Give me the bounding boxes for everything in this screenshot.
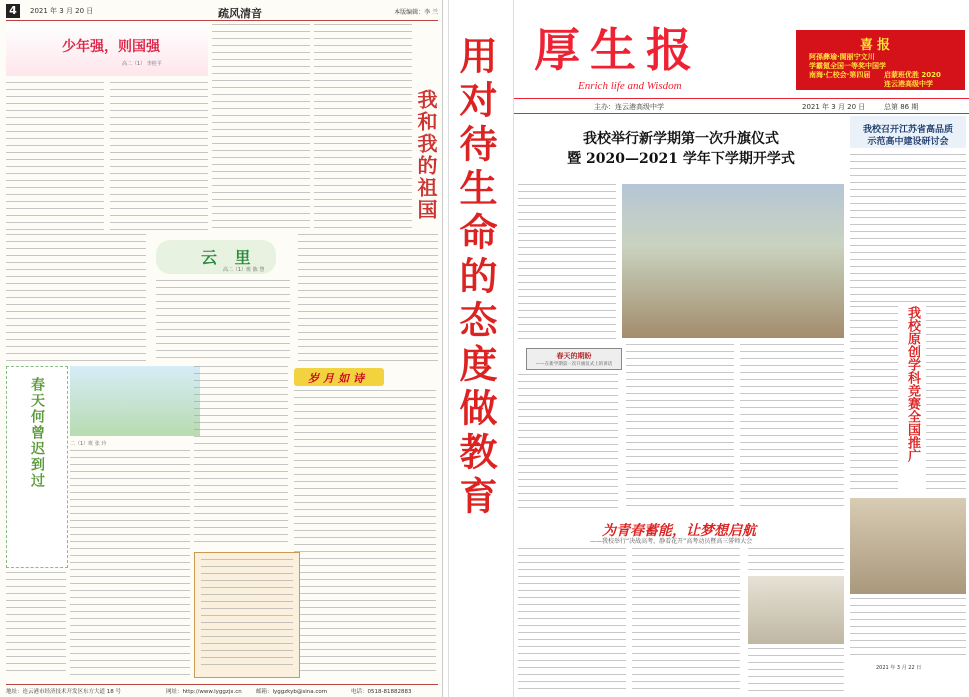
award-line: 连云港高级中学: [884, 80, 933, 88]
body-text: [850, 154, 966, 302]
body-text: [850, 306, 898, 494]
award-title: 喜报: [860, 38, 895, 53]
poem-box: [194, 552, 300, 678]
seminar-headline: [850, 116, 966, 148]
subsection-author: ——在新学期第一次升旗仪式上的讲话: [535, 362, 613, 367]
body-text: [748, 548, 844, 572]
issue-number: 总第 86 期: [884, 103, 919, 111]
subsection-box: [526, 348, 622, 370]
slogan-strip: [448, 0, 514, 697]
side-title: 我和我的祖国: [414, 89, 438, 221]
body-text: [626, 344, 734, 512]
article-title: 春天何曾迟到过: [29, 377, 45, 489]
willow-illustration: [70, 366, 200, 436]
body-text: [298, 234, 438, 364]
award-line: 启蒙班优胜 2020: [884, 71, 941, 79]
body-text: [194, 366, 288, 546]
body-text: [632, 548, 740, 692]
main-article: [518, 116, 844, 692]
pledge-meeting-photo: [748, 576, 844, 644]
article-youth-strong: [6, 24, 208, 232]
page-number: 4: [6, 4, 20, 18]
body-text: [294, 390, 436, 676]
article-motherland: [212, 24, 412, 229]
article-title: 少年强，则国强: [62, 39, 160, 55]
footer-phone: 电话：0518-81882883: [351, 689, 412, 695]
award-line: 阿孫彝瑜·閩丽宁文川: [809, 53, 875, 61]
issue-date: 2021 年 3 月 20 日: [802, 103, 866, 111]
article-spring: [6, 366, 438, 680]
body-text: [518, 374, 618, 512]
column-title: 疏风清音: [218, 7, 262, 20]
body-text: [314, 24, 412, 229]
body-text: [850, 598, 966, 660]
left-page-header: [6, 4, 438, 21]
footer-address: 地址：连云港市经济技术开发区东方大道 18 号: [6, 689, 121, 695]
info-bar: [514, 98, 969, 114]
second-headline-title: 为青春蓄能，让梦想启航: [602, 523, 756, 539]
newspaper-title: 厚生报: [534, 23, 702, 77]
headline-line1: 我校举行新学期第一次升旗仪式: [583, 131, 779, 147]
second-headline-subtitle: ——我校举行“决战高考，静看花开”高考动员暨高三誓师大会: [590, 538, 753, 545]
masthead: [514, 0, 969, 111]
body-text: [740, 344, 844, 512]
body-text: [156, 280, 290, 364]
newspaper-subtitle: Enrich life and Wisdom: [578, 80, 682, 92]
body-text: [518, 184, 616, 344]
article-author: 高二（1）班 陈 慧: [223, 267, 265, 273]
competition-headline: 我校原创学科竞赛全国推广: [905, 306, 920, 462]
seminar-title-line1: 我校召开江苏省高品质: [862, 125, 953, 135]
ribbon-title: 岁月如诗: [308, 372, 368, 385]
left-page: [0, 0, 443, 697]
body-text: [6, 82, 104, 232]
article-author: 高二（1） 李桂平: [122, 61, 162, 67]
article-title: 云 里: [201, 248, 257, 267]
body-text: [201, 559, 293, 671]
seminar-title-line2: 示范高中建设研讨会: [867, 137, 949, 147]
title-box: [6, 366, 68, 568]
article-cloud: [6, 234, 438, 364]
headline-line2: 暨 2020—2021 学年下学期开学式: [567, 151, 795, 167]
second-headline: [518, 516, 844, 545]
article-date: 2021 年 3 月 22 日: [876, 665, 922, 671]
body-text: [748, 648, 844, 692]
editor-credit: 本版编辑：李 兰: [394, 9, 438, 16]
body-text: [6, 234, 146, 364]
footer-email[interactable]: 邮箱：lyggzkyb@sina.com: [256, 689, 328, 695]
subsection-title: 春天的期盼: [556, 351, 592, 360]
page-footer: [6, 684, 438, 695]
body-text: [212, 24, 310, 229]
page-date: 2021 年 3 月 20 日: [30, 7, 94, 15]
slogan: 用对待生命的态度做教育: [453, 36, 498, 520]
article-header: [6, 24, 208, 76]
body-text: [70, 450, 190, 676]
sponsor: 主办：连云港高级中学: [594, 103, 664, 111]
award-line: 南海·仁校会·第四届: [809, 71, 871, 79]
front-page: [514, 0, 969, 697]
competition-photo: [850, 498, 966, 594]
body-text: [110, 82, 208, 232]
main-headline: [518, 116, 844, 176]
footer-website[interactable]: 网址：http://www.lyggzjx.cn: [166, 689, 242, 695]
body-text: [6, 572, 66, 676]
body-text: [926, 306, 966, 494]
right-column: [850, 116, 966, 692]
article-author: 二（1）班 张 玲: [70, 441, 107, 447]
flag-ceremony-photo: [622, 184, 844, 338]
award-line: 学霸氪全国一等奖中国学: [809, 62, 886, 70]
body-text: [518, 548, 626, 692]
